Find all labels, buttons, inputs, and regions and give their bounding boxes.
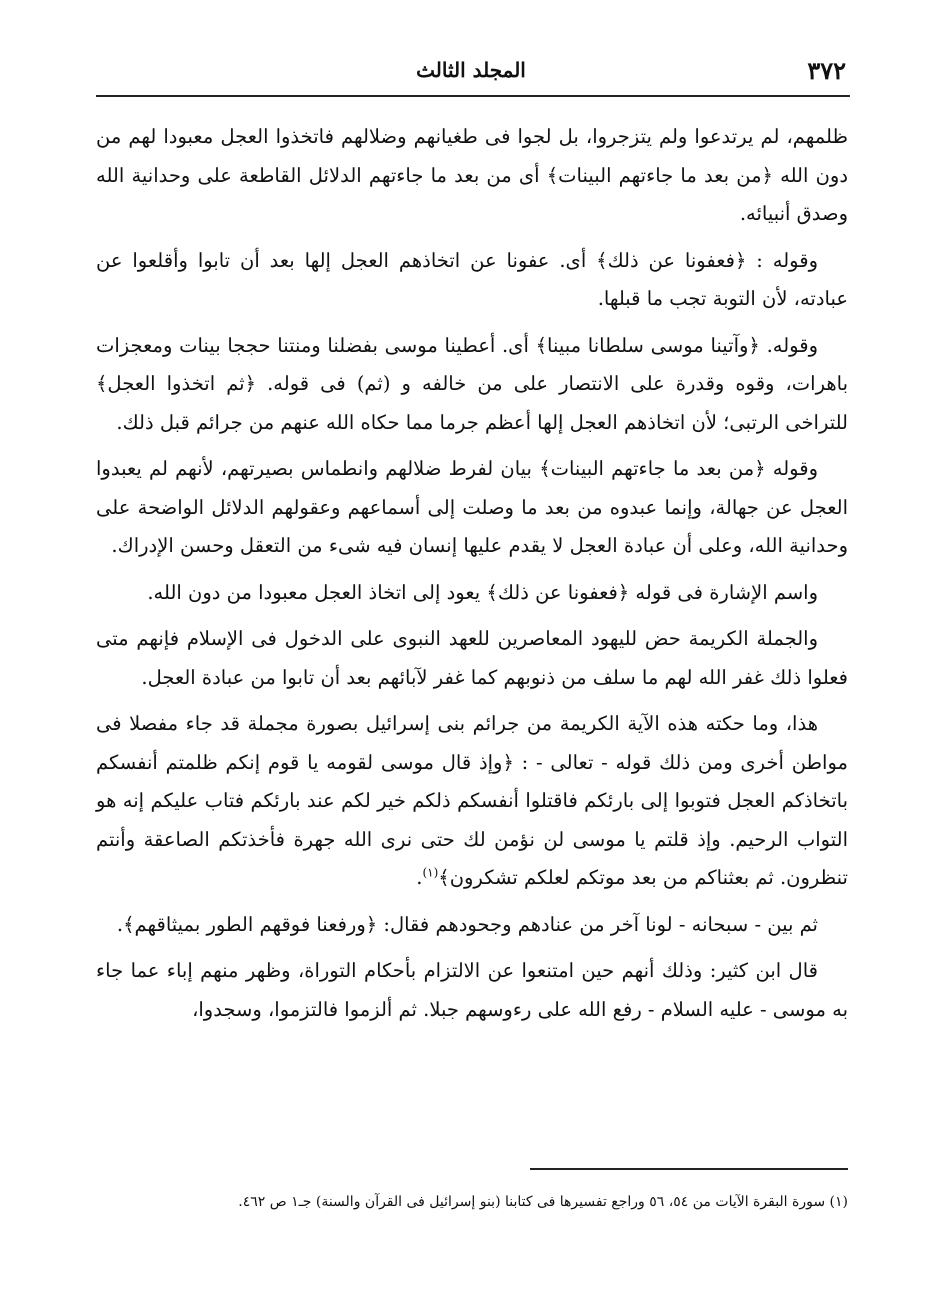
- footnote-reference[interactable]: (١): [422, 865, 439, 880]
- paragraph-tail: .: [416, 866, 423, 889]
- header-rule: [96, 95, 850, 97]
- footnote: (١) سورة البقرة الآيات من ٥٤، ٥٦ وراجع تفسيرها فى كتابنا (بنو إسرائيل فى القرآن والسنة) جـ١ ص ٤٦٢.: [238, 1194, 848, 1210]
- page-number: ٣٧٢: [807, 56, 846, 85]
- footnote-rule: [530, 1168, 848, 1170]
- paragraph: قال ابن كثير: وذلك أنهم حين امتنعوا عن الالتزام بأحكام التوراة، وظهر منهم إباء عما جاء به موسى - عليه السلام - رفع الله على رءوسهم جبلا. ثم ألزموا فالتزموا، وسجدوا،: [96, 959, 848, 1021]
- paragraph: والجملة الكريمة حض لليهود المعاصرين للعهد النبوى على الدخول فى الإسلام فإنهم متى فعلوا ذلك غفر الله لهم ما سلف من ذنوبهم كما غفر لآبائهم بعد أن تابوا من عبادة العجل.: [96, 627, 848, 689]
- paragraph: ثم بين - سبحانه - لونا آخر من عنادهم وجحودهم فقال: ﴿ورفعنا فوقهم الطور بميثاقهم﴾.: [116, 912, 818, 936]
- running-head: المجلد الثالث: [416, 58, 526, 82]
- paragraph-with-footnote: [96, 705, 848, 898]
- paragraph: ظلمهم، لم يرتدعوا ولم يتزجروا، بل لجوا فى طغيانهم وضلالهم فاتخذوا العجل معبودا لهم من دون الله ﴿من بعد ما جاءتهم البينات﴾ أى من بعد ما جاءتهم الدلائل القاطعة على وحدانية الله وصدق أنبيائه.: [96, 125, 848, 225]
- paragraph: وقوله. ﴿وآتينا موسى سلطانا مبينا﴾ أى. أعطينا موسى بفضلنا ومنتنا حججا بينات ومعجزات باهرات، وقوه وقدرة على الانتصار على من خالفه و (ثم) فى قوله. ﴿ثم اتخذوا العجل﴾ للتراخى الرتبى؛ لأن اتخاذهم العجل إلها أعظم جرما مما حكاه الله عنهم من جرائم قبل ذلك.: [96, 333, 848, 434]
- page-header: [96, 52, 846, 90]
- body-text: [96, 118, 848, 1037]
- paragraph-text: هذا، وما حكته هذه الآية الكريمة من جرائم بنى إسرائيل بصورة مجملة قد جاء مفصلا فى مواطن أخرى ومن ذلك قوله - تعالى - : ﴿وإذ قال موسى لقومه يا قوم إنكم ظلمتم أنفسكم باتخاذكم العجل فتوبوا إلى بارئكم فاقتلوا أنفسكم ذلكم خير لكم عند بارئكم فتاب عليكم إنه هو التواب الرحيم. وإذ قلتم يا موسى لن نؤمن لك حتى نرى الله جهرة فأخذتكم الصاعقة وأنتم تنظرون. ثم بعثناكم من بعد موتكم لعلكم تشكرون﴾: [96, 712, 848, 889]
- paragraph: واسم الإشارة فى قوله ﴿فعفونا عن ذلك﴾ يعود إلى اتخاذ العجل معبودا من دون الله.: [147, 580, 818, 604]
- paragraph: وقوله ﴿من بعد ما جاءتهم البينات﴾ بيان لفرط ضلالهم وانطماس بصيرتهم، لأنهم لم يعبدوا العجل عن جهالة، وإنما عبدوه من بعد ما وصلت إلى أسماعهم وعقولهم الدلائل الواضحة على وحدانية الله، وعلى أن عبادة العجل لا يقدم عليها إنسان فيه شىء من التعقل وحسن الإدراك.: [96, 457, 848, 557]
- paragraph: وقوله : ﴿فعفونا عن ذلك﴾ أى. عفونا عن اتخاذهم العجل إلها بعد أن تابوا وأقلعوا عن عبادته، لأن التوبة تجب ما قبلها.: [96, 248, 848, 310]
